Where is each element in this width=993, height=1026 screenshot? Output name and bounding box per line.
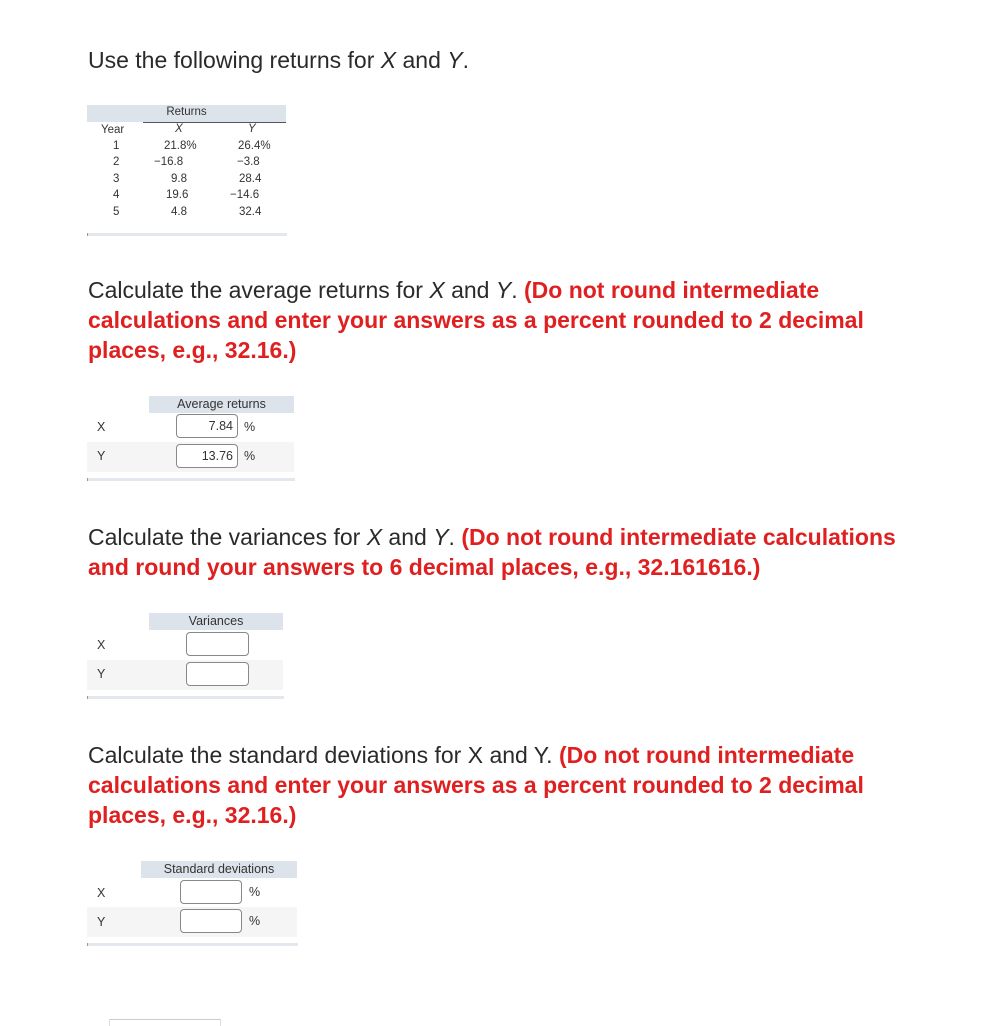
y-column-header: Y — [248, 123, 256, 135]
next-section-border — [109, 1019, 221, 1026]
average-return-y-input[interactable]: 13.76 — [176, 444, 238, 468]
variance-y-input[interactable] — [186, 662, 249, 686]
returns-header-rule — [143, 122, 286, 123]
question-variances: Calculate the variances for X and Y. (Do not round intermediate calculations and round your answers to 6 decimal places, e.g., 32.161616.) — [88, 524, 896, 580]
table-bottom-bar — [87, 696, 284, 699]
std-dev-x-input[interactable] — [180, 880, 242, 904]
variance-x-input[interactable] — [186, 632, 249, 656]
returns-header: Returns — [87, 105, 286, 122]
table-row: 1 21.8% 26.4% — [113, 140, 271, 152]
row-label-x: X — [97, 420, 106, 434]
percent-unit-y: % — [244, 449, 256, 463]
table-bottom-bar — [87, 478, 295, 481]
row-label-x: X — [97, 886, 106, 900]
row-label-x: X — [97, 638, 106, 652]
standard-deviations-header: Standard deviations — [141, 861, 297, 878]
average-returns-table — [87, 396, 294, 488]
row-stripe — [87, 660, 283, 690]
std-dev-y-input[interactable] — [180, 909, 242, 933]
standard-deviations-table — [87, 861, 297, 951]
variances-table — [87, 613, 283, 703]
table-bottom-bar — [87, 943, 298, 946]
row-label-y: Y — [97, 667, 106, 681]
table-row: 2 −16.8 −3.8 — [113, 156, 260, 168]
percent-unit-x: % — [249, 885, 261, 899]
table-row: 5 4.8 32.4 — [113, 206, 262, 218]
row-label-y: Y — [97, 915, 106, 929]
percent-unit-y: % — [249, 914, 261, 928]
average-returns-header: Average returns — [149, 396, 294, 413]
x-column-header: X — [175, 123, 183, 135]
year-column-header: Year — [101, 124, 125, 136]
table-row: 4 19.6 −14.6 — [113, 189, 260, 201]
row-label-y: Y — [97, 449, 106, 463]
percent-unit-x: % — [244, 420, 256, 434]
question-average-returns: Calculate the average returns for X and Y. (Do not round intermediate calculations and enter your answers as a percent rounded to 2 decimal places, e.g., 32.16.) — [88, 277, 864, 363]
table-bottom-bar — [87, 233, 287, 236]
question-standard-deviations: Calculate the standard deviations for X and Y. (Do not round intermediate calculations and enter your answers as a percent rounded to 2 decimal places, e.g., 32.16.) — [88, 742, 864, 828]
table-row: 3 9.8 28.4 — [113, 173, 262, 185]
average-return-x-input[interactable]: 7.84 — [176, 414, 238, 438]
intro-text: Use the following returns for X and Y. — [88, 47, 469, 73]
variances-header: Variances — [149, 613, 283, 630]
